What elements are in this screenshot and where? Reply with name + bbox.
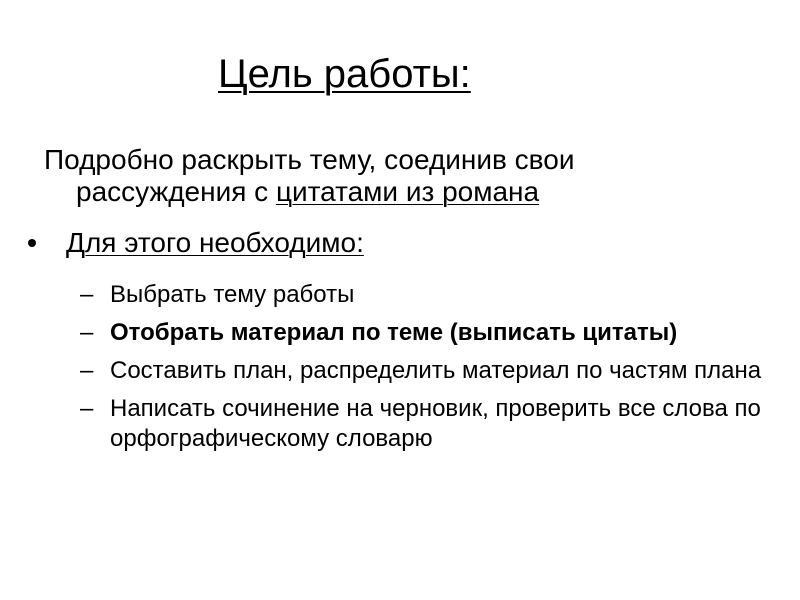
step-text: Выбрать тему работы [110,281,355,308]
intro-paragraph [44,144,676,208]
intro-underlined-text: цитатами из романа [275,176,540,207]
step-text: Составить план, распределить материал по частям плана [110,357,762,384]
step-item [80,356,780,386]
intro-text: Подробно раскрыть тему, соединив свои рассуждения с [44,144,575,207]
step-item [80,280,780,310]
dash-marker-icon: – [80,319,94,346]
bullet-text: Для этого необходимо: [66,227,364,258]
dash-marker-icon: – [80,281,94,308]
step-item [80,318,780,348]
bullet-item [28,226,364,260]
step-item [80,394,780,454]
dash-marker-icon: – [80,357,94,384]
steps-list [80,280,780,462]
step-text: Написать сочинение на черновик, проверить все слова по орфографическому словарю [110,395,761,452]
slide-title: Цель работы: [218,52,471,96]
dash-marker-icon: – [80,395,94,422]
step-text: Отобрать материал по теме (выписать цитаты) [110,319,678,346]
bullet-dot-icon [28,239,36,247]
